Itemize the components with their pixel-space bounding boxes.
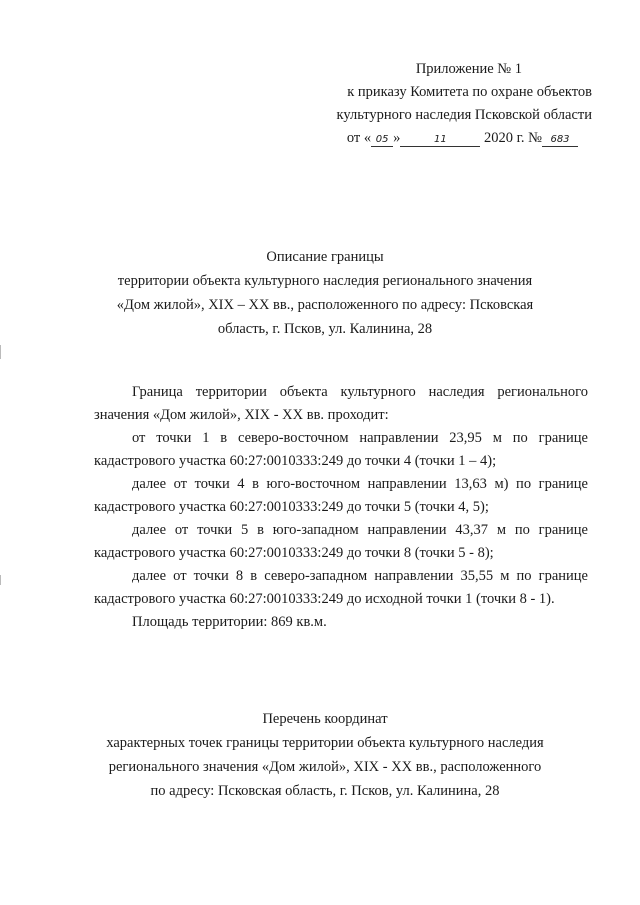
description-title-block — [90, 245, 560, 341]
description-heading: Описание границы — [266, 249, 384, 265]
description-subtitle-1: территории объекта культурного наследия регионального значения — [117, 273, 533, 289]
date-year: 2020 г. № — [483, 130, 542, 146]
description-subtitle-2: «Дом жилой», XIX – XX вв., расположенного по адресу: Псковская — [116, 297, 534, 313]
annex-header — [337, 58, 593, 150]
handwritten-month: 11 — [400, 133, 480, 147]
date-mid: » — [393, 130, 401, 146]
scan-margin-mark — [0, 345, 1, 359]
description-subtitle-3: область, г. Псков, ул. Калинина, 28 — [217, 321, 433, 337]
boundary-segment: далее от точки 5 в юго-западном направлении 43,37 м по границе кадастрового участка 60:27:0010333:249 до точки 8 (точки 5 - 8); — [94, 522, 588, 561]
coordinates-title-block — [90, 707, 560, 803]
scan-margin-mark — [0, 575, 1, 585]
boundary-description — [94, 381, 588, 634]
annex-title: Приложение № 1 — [415, 61, 522, 77]
annex-order-line: к приказу Комитета по охране объектов — [347, 84, 592, 100]
handwritten-order-number: 683 — [542, 133, 578, 147]
annex-committee-line: культурного наследия Псковской области — [336, 107, 592, 123]
coordinates-heading: Перечень координат — [262, 711, 388, 727]
boundary-segment: далее от точки 8 в северо-западном направлении 35,55 м по границе кадастрового участка 60:27:0010333:249 до исходной точки 1 (точки 8 - 1). — [94, 568, 588, 607]
coordinates-subtitle-3: по адресу: Псковская область, г. Псков, ул. Калинина, 28 — [150, 783, 500, 799]
handwritten-day: 05 — [371, 133, 393, 147]
boundary-intro: Граница территории объекта культурного наследия регионального значения «Дом жилой», XIX - XX вв. проходит: — [94, 384, 588, 423]
date-prefix: от « — [346, 130, 372, 146]
coordinates-subtitle-2: регионального значения «Дом жилой», XIX - XX вв., расположенного — [108, 759, 542, 775]
boundary-segment: от точки 1 в северо-восточном направлении 23,95 м по границе кадастрового участка 60:27:0010333:249 до точки 4 (точки 1 – 4); — [94, 430, 588, 469]
coordinates-subtitle-1: характерных точек границы территории объекта культурного наследия — [106, 735, 544, 751]
annex-date-line — [337, 127, 593, 150]
territory-area: Площадь территории: 869 кв.м. — [132, 614, 327, 630]
boundary-segment: далее от точки 4 в юго-восточном направлении 13,63 м) по границе кадастрового участка 60:27:0010333:249 до точки 5 (точки 4, 5); — [94, 476, 588, 515]
